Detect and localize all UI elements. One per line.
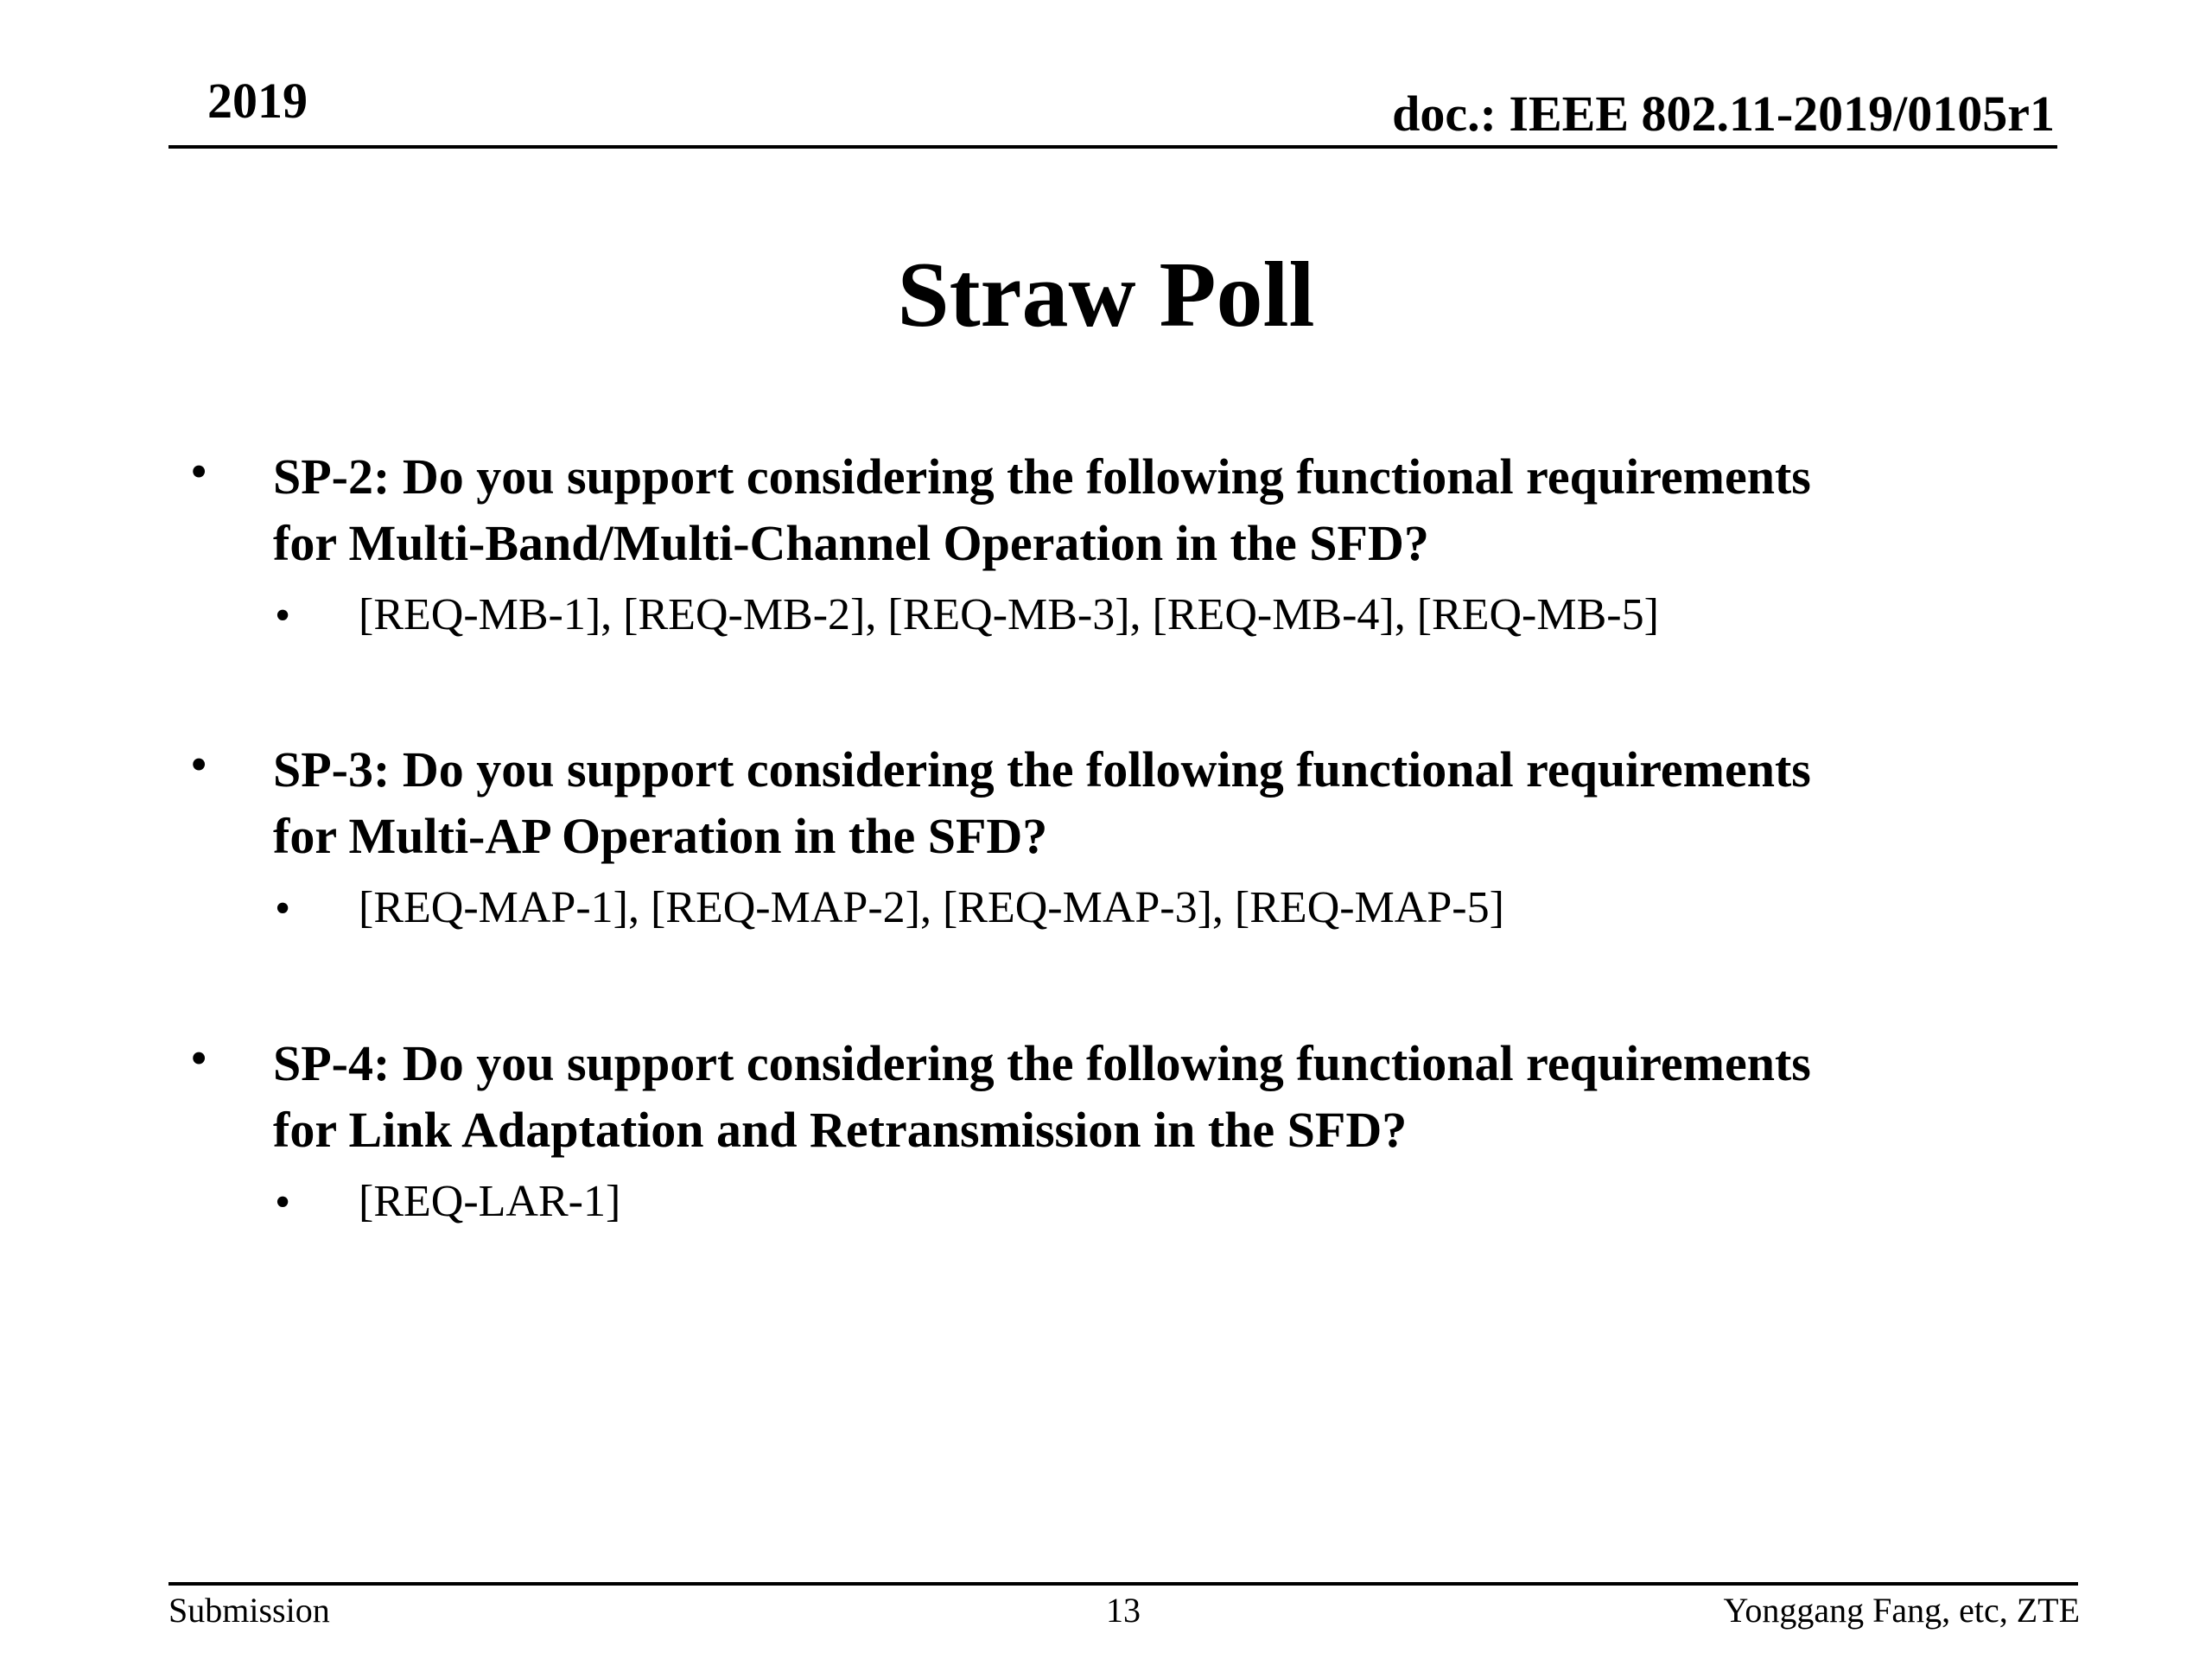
footer-divider (168, 1582, 2078, 1586)
requirements-list: [REQ-MAP-1], [REQ-MAP-2], [REQ-MAP-3], [REQ-MAP-5] (359, 883, 1504, 932)
bullet-icon: • (190, 736, 208, 792)
footer-submission: Submission (168, 1591, 330, 1630)
page-number: 13 (1106, 1591, 1141, 1630)
poll-question (273, 736, 2027, 869)
sub-bullet-icon: • (275, 884, 291, 933)
bullet-icon: • (190, 1030, 208, 1086)
poll-question (273, 1030, 2027, 1163)
poll-question (273, 443, 2027, 576)
document-id: doc.: IEEE 802.11-2019/0105r1 (1392, 86, 2055, 142)
footer-author: Yonggang Fang, etc, ZTE (1723, 1591, 2080, 1630)
poll-question-line: SP-3: Do you support considering the following functional requirements (273, 741, 1811, 798)
requirements-list: [REQ-LAR-1] (359, 1177, 621, 1226)
poll-question-line: for Link Adaptation and Retransmission in the SFD? (273, 1102, 1408, 1158)
requirements-list: [REQ-MB-1], [REQ-MB-2], [REQ-MB-3], [REQ-MB-4], [REQ-MB-5] (359, 590, 1659, 639)
sub-bullet-icon: • (275, 1178, 291, 1227)
bullet-icon: • (190, 443, 208, 499)
poll-question-line: SP-2: Do you support considering the following functional requirements (273, 448, 1811, 505)
slide-title: Straw Poll (897, 244, 1315, 346)
header-year: 2019 (207, 73, 308, 129)
poll-question-line: for Multi-AP Operation in the SFD? (273, 808, 1048, 864)
poll-question-line: SP-4: Do you support considering the following functional requirements (273, 1035, 1811, 1091)
poll-question-line: for Multi-Band/Multi-Channel Operation in the SFD? (273, 515, 1429, 571)
sub-bullet-icon: • (275, 591, 291, 640)
